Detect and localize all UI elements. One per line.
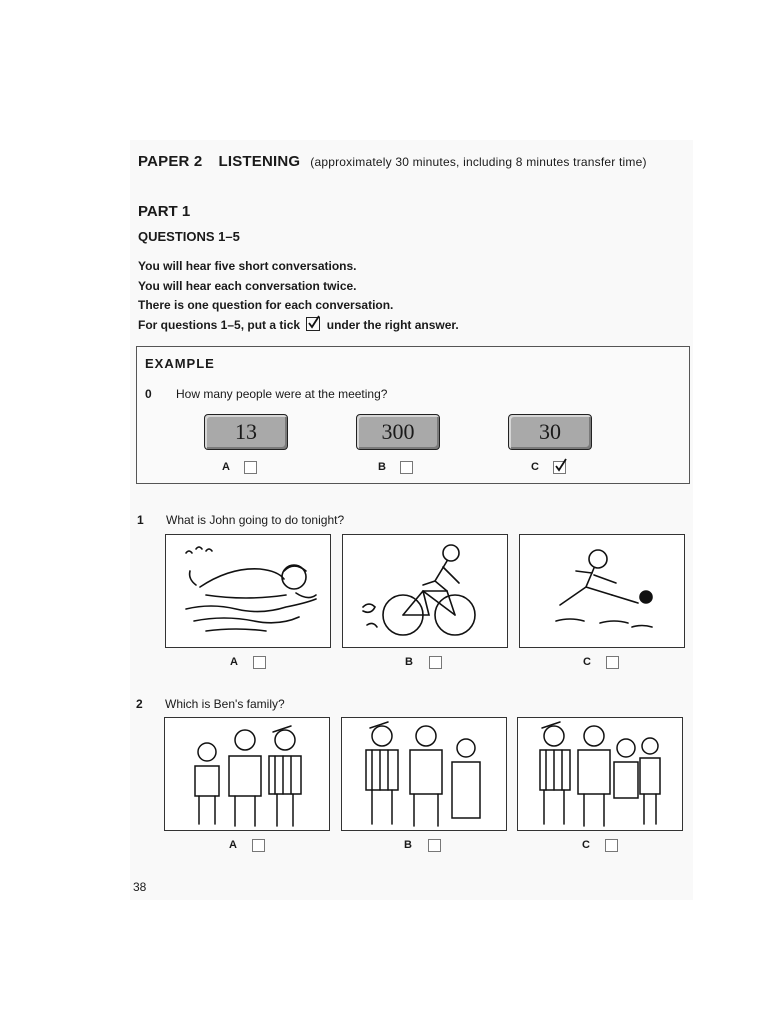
footballer-icon <box>520 535 684 647</box>
paper-heading <box>138 153 647 170</box>
example-option-a-checkbox[interactable] <box>244 461 257 474</box>
question-1-option-c-checkbox[interactable] <box>606 656 619 669</box>
paper-label: PAPER 2 <box>138 153 203 170</box>
question-1-option-a-letter: A <box>230 656 238 668</box>
instruction-line: You will hear five short conversations. <box>138 259 357 273</box>
family-icon <box>342 718 506 830</box>
question-1-text: What is John going to do tonight? <box>166 513 345 527</box>
question-1-option-b-checkbox[interactable] <box>429 656 442 669</box>
family-icon <box>165 718 329 830</box>
instructions <box>138 257 459 335</box>
question-2-number: 2 <box>136 697 143 711</box>
questions-heading: QUESTIONS 1–5 <box>138 229 240 244</box>
question-2-option-a-letter: A <box>229 839 237 851</box>
example-option-c-letter: C <box>531 461 539 473</box>
cycling-picture <box>342 534 508 648</box>
paper-subtitle: (approximately 30 minutes, including 8 minutes transfer time) <box>310 155 647 169</box>
tick-icon <box>306 317 320 331</box>
example-number: 0 <box>145 387 152 401</box>
instruction-line: You will hear each conversation twice. <box>138 278 357 293</box>
instruction-line <box>138 316 459 336</box>
question-1-option-c-letter: C <box>583 656 591 668</box>
question-2-text: Which is Ben's family? <box>165 697 285 711</box>
part-heading: PART 1 <box>138 203 191 220</box>
page-number: 38 <box>133 880 147 894</box>
tick-icon <box>553 457 569 473</box>
question-1-option-b-letter: B <box>405 656 413 668</box>
example-option-c-checkbox[interactable] <box>553 461 566 474</box>
family-c-picture <box>517 717 683 831</box>
family-b-picture <box>341 717 507 831</box>
example-option-b-checkbox[interactable] <box>400 461 413 474</box>
family-a-picture <box>164 717 330 831</box>
example-title: EXAMPLE <box>145 356 215 371</box>
example-option-b-letter: B <box>378 461 386 473</box>
cyclist-icon <box>343 535 507 647</box>
example-question: How many people were at the meeting? <box>176 387 388 401</box>
question-2-option-b-checkbox[interactable] <box>428 839 441 852</box>
question-2-option-b-letter: B <box>404 839 412 851</box>
example-option-a-letter: A <box>222 461 230 473</box>
section-label: LISTENING <box>218 153 301 170</box>
instruction-line: There is one question for each conversation. <box>138 298 394 312</box>
example-option-c-value: 30 <box>508 414 592 450</box>
family-icon <box>518 718 682 830</box>
question-2-option-c-checkbox[interactable] <box>605 839 618 852</box>
swimmer-icon <box>166 535 330 647</box>
instruction-text: For questions 1–5, put a tick <box>138 317 301 332</box>
example-option-a-value: 13 <box>204 414 288 450</box>
instruction-text: under the right answer. <box>326 317 459 332</box>
question-2-option-a-checkbox[interactable] <box>252 839 265 852</box>
swimming-picture <box>165 534 331 648</box>
question-1-option-a-checkbox[interactable] <box>253 656 266 669</box>
question-1-number: 1 <box>137 513 144 527</box>
question-2-option-c-letter: C <box>582 839 590 851</box>
football-picture <box>519 534 685 648</box>
example-option-b-value: 300 <box>356 414 440 450</box>
